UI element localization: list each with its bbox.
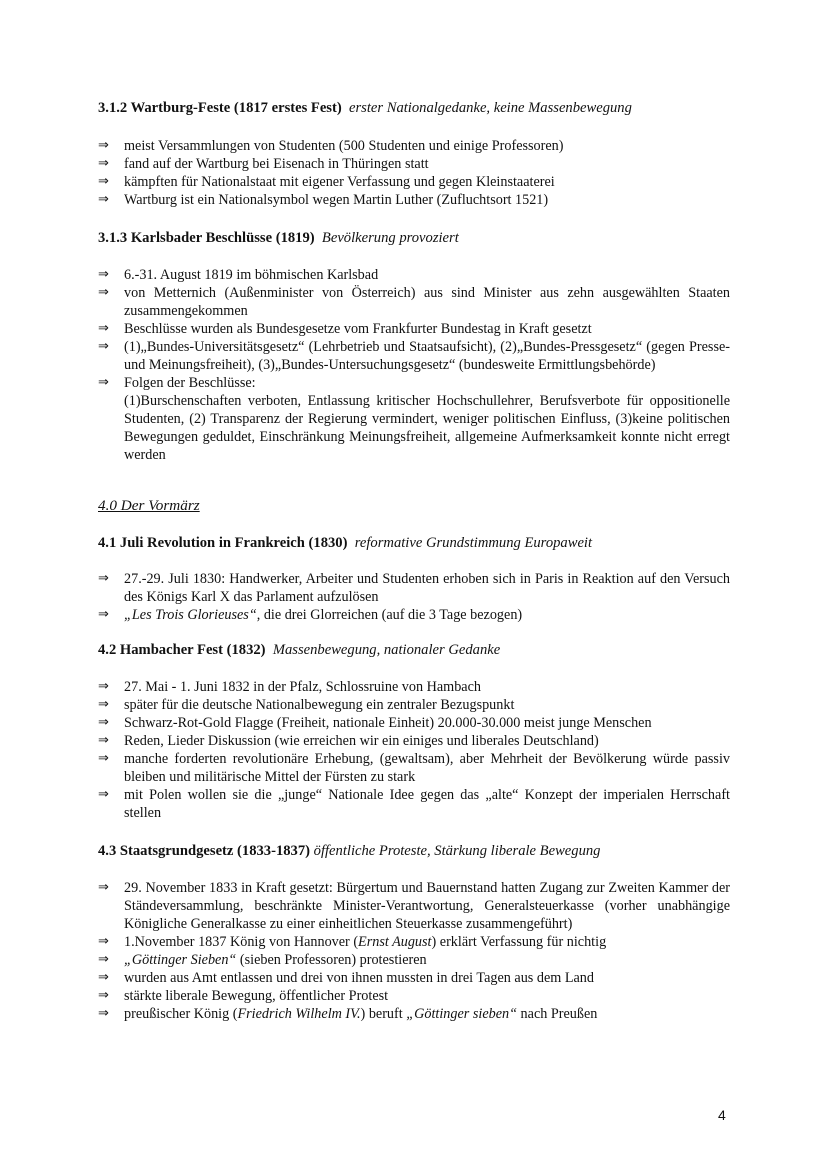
list-4-2	[98, 678, 730, 822]
list-item: ⇒ (1)„Bundes-Universitätsgesetz“ (Lehrbetrieb und Staatsaufsicht), (2)„Bundes-Pressgesetz“ (gegen Presse- und Meinungsfreiheit), (3)„Bundes-Untersuchungsgesetz“ (bundesweite Ermittlungsbehörde)	[98, 339, 730, 373]
list-item: ⇒ Schwarz-Rot-Gold Flagge (Freiheit, nationale Einheit) 20.000-30.000 meist junge Menschen	[98, 715, 652, 731]
list-item: ⇒ von Metternich (Außenminister von Österreich) aus sind Minister aus zehn ausgewählten Staaten zusammengekommen	[98, 285, 730, 319]
page-number: 4	[718, 1107, 726, 1123]
list-item: ⇒ 1.November 1837 König von Hannover (Ernst August) erklärt Verfassung für nichtig	[98, 934, 607, 950]
heading-4-1: 4.1 Juli Revolution in Frankreich (1830) reformative Grundstimmung Europaweit	[98, 535, 593, 551]
list-item: ⇒ stärkte liberale Bewegung, öffentlicher Protest	[98, 988, 389, 1004]
list-item: ⇒ später für die deutsche Nationalbewegung ein zentraler Bezugspunkt	[98, 697, 515, 713]
list-item: ⇒ Beschlüsse wurden als Bundesgesetze vom Frankfurter Bundestag in Kraft gesetzt	[98, 321, 592, 337]
list-item: ⇒ manche forderten revolutionäre Erhebung, (gewaltsam), aber Mehrheit der Bevölkerung würde passiv bleiben und militärische Mittel der Fürsten zu stark	[98, 751, 730, 785]
list-item: ⇒ preußischer König (Friedrich Wilhelm IV.) beruft „Göttinger sieben“ nach Preußen	[98, 1006, 598, 1022]
list-item: ⇒ 27.-29. Juli 1830: Handwerker, Arbeiter und Studenten erhoben sich in Paris in Reaktion auf den Versuch des Königs Karl X das Parlament aufzulösen	[98, 571, 730, 605]
list-item: ⇒ kämpften für Nationalstaat mit eigener Verfassung und gegen Kleinstaaterei	[98, 174, 555, 190]
list-4-1	[98, 570, 730, 624]
heading-3-1-2: 3.1.2 Wartburg-Feste (1817 erstes Fest) erster Nationalgedanke, keine Massenbewegung	[98, 100, 632, 116]
list-item: ⇒ wurden aus Amt entlassen und drei von ihnen mussten in drei Tagen aus dem Land	[98, 970, 594, 986]
list-item: ⇒ „Les Trois Glorieuses“, die drei Glorreichen (auf die 3 Tage bezogen)	[98, 607, 523, 623]
list-item: ⇒ Reden, Lieder Diskussion (wie erreichen wir ein einiges und liberales Deutschland)	[98, 733, 599, 749]
list-item: ⇒ 29. November 1833 in Kraft gesetzt: Bürgertum und Bauernstand hatten Zugang zur Zweiten Kammer der Ständeversammlung, beschränkte Minister-Verantwortung, Generalsteuerkasse (vorher unabhängige Königliche Generalkasse zu einer einheitlichen Steuerkasse zusammengeführt)	[98, 880, 730, 932]
list-item: ⇒ „Göttinger Sieben“ (sieben Professoren) protestieren	[98, 952, 427, 968]
list-3-1-3	[98, 266, 730, 464]
list-item: ⇒ 6.-31. August 1819 im böhmischen Karlsbad	[98, 267, 379, 283]
list-item: ⇒ meist Versammlungen von Studenten (500 Studenten und einige Professoren)	[98, 138, 564, 154]
list-item: ⇒ Folgen der Beschlüsse: (1)Burschenschaften verboten, Entlassung kritischer Hochschullehrer, Berufsverbote für oppositionelle Studenten, (2) Transparenz der Regierung vermindert, weniger politischen Einfluss, (3)keine politischen Bewegungen geduldet, Einschränkung Meinungsfreiheit, allgemeine Aufmerksamkeit konnte nicht erregt werden	[98, 375, 730, 463]
heading-4-3: 4.3 Staatsgrundgesetz (1833-1837) öffentliche Proteste, Stärkung liberale Bewegung	[98, 843, 601, 859]
list-item: ⇒ mit Polen wollen sie die „junge“ Nationale Idee gegen das „alte“ Konzept der imperialen Herrschaft stellen	[98, 787, 730, 821]
list-3-1-2	[98, 137, 730, 209]
section-title-4-0: 4.0 Der Vormärz	[98, 497, 200, 514]
list-item: ⇒ Wartburg ist ein Nationalsymbol wegen Martin Luther (Zufluchtsort 1521)	[98, 192, 549, 208]
list-item: ⇒ 27. Mai - 1. Juni 1832 in der Pfalz, Schlossruine von Hambach	[98, 679, 481, 695]
list-item: ⇒ fand auf der Wartburg bei Eisenach in Thüringen statt	[98, 156, 429, 172]
heading-4-2: 4.2 Hambacher Fest (1832) Massenbewegung, nationaler Gedanke	[98, 642, 501, 658]
list-4-3	[98, 879, 730, 1023]
heading-3-1-3: 3.1.3 Karlsbader Beschlüsse (1819) Bevölkerung provoziert	[98, 230, 459, 246]
